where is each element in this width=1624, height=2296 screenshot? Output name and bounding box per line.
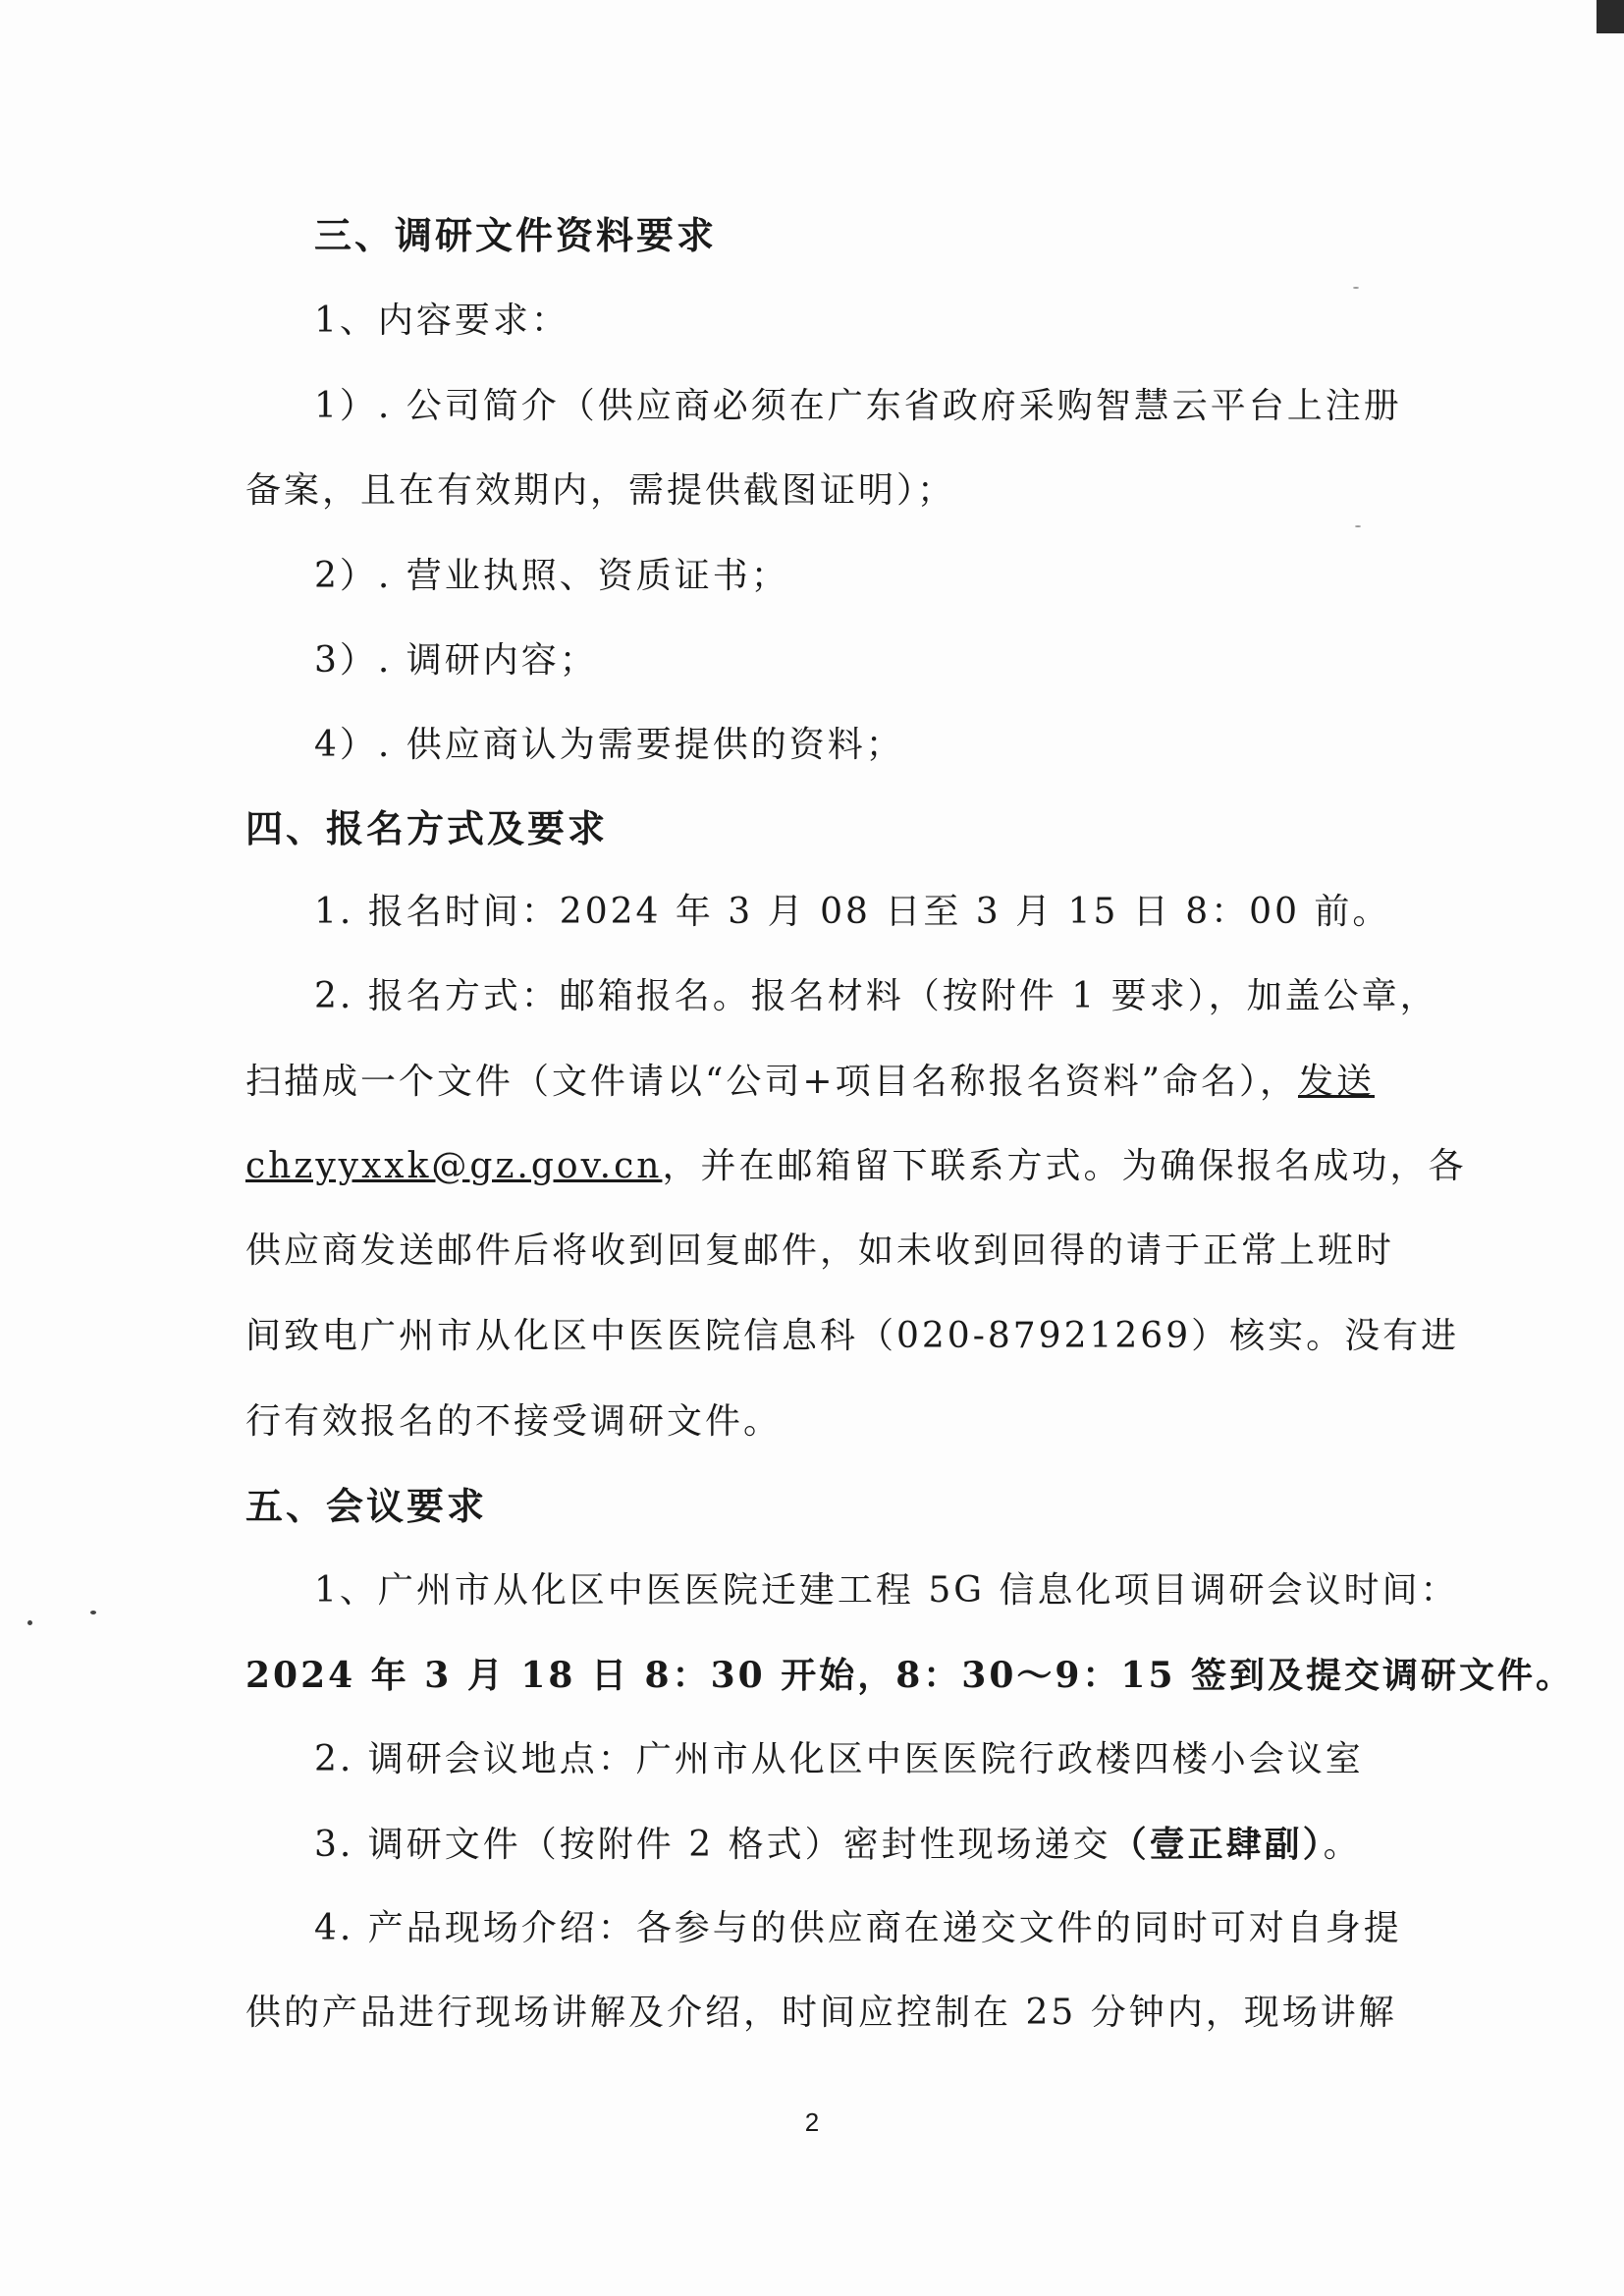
send-link-text: 发送: [1297, 1062, 1375, 1102]
registration-method-line-4: 供应商发送邮件后将收到回复邮件，如未收到回得的请于正常上班时: [245, 1230, 1395, 1271]
section-4-heading: 四、报名方式及要求: [245, 806, 609, 850]
document-submission-text: 3. 调研文件（按附件 2 格式）密封性现场递交: [314, 1825, 1111, 1865]
item-company-profile-cont: 备案，且在有效期内，需提供截图证明）；: [245, 470, 956, 511]
registration-method: 2. 报名方式：邮箱报名。报名材料（按附件 1 要求），加盖公章，: [314, 976, 1438, 1016]
meeting-place: 2. 调研会议地点：广州市从化区中医医院行政楼四楼小会议室: [314, 1739, 1364, 1779]
document-copies-bold: （壹正肆副）: [1110, 1824, 1324, 1865]
registration-method-text: ，并在邮箱留下联系方式。为确保报名成功，各: [662, 1146, 1467, 1186]
registration-email-link[interactable]: chzyyxxk@gz.gov.cn: [245, 1146, 663, 1186]
registration-time: 1. 报名时间：2024 年 3 月 08 日至 3 月 15 日 8：00 前。: [314, 892, 1391, 932]
registration-method-line-2: [245, 1059, 1375, 1106]
scan-edge-mark: [1597, 0, 1624, 33]
product-intro: 4. 产品现场介绍：各参与的供应商在递交文件的同时可对自身提: [314, 1908, 1402, 1948]
registration-method-line-3: [245, 1143, 1467, 1190]
scan-speck: [27, 1620, 32, 1625]
scan-speck: [1355, 525, 1361, 527]
document-submission-end: 。: [1323, 1825, 1362, 1865]
scan-speck: [90, 1611, 96, 1614]
meeting-time-value: 2024 年 3 月 18 日 8：30 开始，8：30～9：15 签到及提交调研文件。: [245, 1655, 1575, 1696]
content-requirements: 1、内容要求：: [314, 301, 569, 341]
item-research-content: 3）. 调研内容；: [314, 640, 598, 681]
page-number: 2: [804, 2107, 820, 2137]
document-submission: [314, 1821, 1375, 1869]
registration-method-text: 扫描成一个文件（文件请以“公司+项目名称报名资料”命名），: [245, 1062, 1298, 1102]
item-other-materials: 4）. 供应商认为需要提供的资料；: [314, 725, 904, 765]
product-intro-cont: 供的产品进行现场讲解及介绍，时间应控制在 25 分钟内，现场讲解: [245, 1993, 1397, 2033]
registration-method-line-6: 行有效报名的不接受调研文件。: [245, 1401, 783, 1442]
meeting-time-label: 1、广州市从化区中医医院迁建工程 5G 信息化项目调研会议时间：: [314, 1570, 1459, 1611]
section-3-heading: 三、调研文件资料要求: [314, 213, 718, 257]
registration-method-line-5: 间致电广州市从化区中医医院信息科（020-87921269）核实。没有进: [245, 1316, 1460, 1356]
scan-speck: [1353, 287, 1359, 289]
item-company-profile: 1）. 公司简介（供应商必须在广东省政府采购智慧云平台上注册: [314, 386, 1402, 426]
section-5-heading: 五、会议要求: [245, 1484, 488, 1528]
item-business-license: 2）. 营业执照、资质证书；: [314, 556, 789, 596]
